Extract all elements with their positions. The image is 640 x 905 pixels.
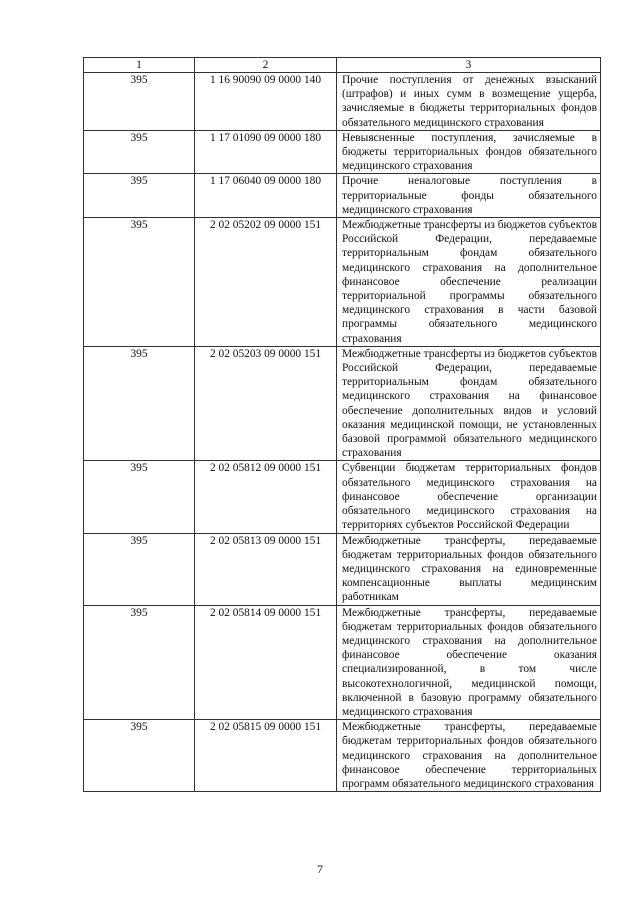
kbk-code-cell: 2 02 05815 09 0000 151 <box>195 720 337 792</box>
admin-code-cell: 395 <box>84 218 195 347</box>
admin-code-cell: 395 <box>84 533 195 605</box>
table-body <box>84 58 601 792</box>
kbk-code-cell: 2 02 05813 09 0000 151 <box>195 533 337 605</box>
description-cell: Прочие поступления от денежных взысканий (штрафов) и иных сумм в возмещение ущерба, зачисляемые в бюджеты территориальных фондов обязательного медицинского страхования <box>337 73 601 131</box>
table-row <box>84 346 601 461</box>
kbk-code-cell: 2 02 05203 09 0000 151 <box>195 346 337 461</box>
kbk-code-cell: 2 02 05202 09 0000 151 <box>195 218 337 347</box>
table-row <box>84 218 601 347</box>
table-row <box>84 174 601 218</box>
table-row <box>84 73 601 131</box>
revenue-codes-table <box>83 57 601 792</box>
description-cell: Межбюджетные трансферты, передаваемые бюджетам территориальных фондов обязательного медицинского страхования на единовременные компенсационные выплаты медицинским работникам <box>337 533 601 605</box>
admin-code-cell: 395 <box>84 720 195 792</box>
table-row <box>84 605 601 720</box>
admin-code-cell: 395 <box>84 130 195 174</box>
description-cell: Прочие неналоговые поступления в территориальные фонды обязательного медицинского страхования <box>337 174 601 218</box>
kbk-code-cell: 2 02 05814 09 0000 151 <box>195 605 337 720</box>
table-row <box>84 533 601 605</box>
page-number: 7 <box>317 862 323 876</box>
description-cell: Межбюджетные трансферты, передаваемые бюджетам территориальных фондов обязательного медицинского страхования на дополнительное финансовое обеспечение оказания специализированной, в том числе высокотехнологичной, медицинской помощи, включенной в базовую программу обязательного медицинского страхования <box>337 605 601 720</box>
column-header-2: 2 <box>195 58 337 73</box>
kbk-code-cell: 1 17 01090 09 0000 180 <box>195 130 337 174</box>
admin-code-cell: 395 <box>84 346 195 461</box>
admin-code-cell: 395 <box>84 73 195 131</box>
table-row <box>84 130 601 174</box>
kbk-code-cell: 1 17 06040 09 0000 180 <box>195 174 337 218</box>
description-cell: Невыясненные поступления, зачисляемые в бюджеты территориальных фондов обязательного медицинского страхования <box>337 130 601 174</box>
description-cell: Межбюджетные трансферты из бюджетов субъектов Российской Федерации, передаваемые территориальным фондам обязательного медицинского страхования на дополнительное финансовое обеспечение реализации территориальной программы обязательного медицинского страхования в части базовой программы обязательного медицинского страхования <box>337 218 601 347</box>
admin-code-cell: 395 <box>84 461 195 533</box>
description-cell: Межбюджетные трансферты, передаваемые бюджетам территориальных фондов обязательного медицинского страхования на дополнительное финансовое обеспечение территориальных программ обязательного медицинского страхования <box>337 720 601 792</box>
kbk-code-cell: 1 16 90090 09 0000 140 <box>195 73 337 131</box>
table-row <box>84 720 601 792</box>
kbk-code-cell: 2 02 05812 09 0000 151 <box>195 461 337 533</box>
column-header-1: 1 <box>84 58 195 73</box>
table-header-row <box>84 58 601 73</box>
description-cell: Межбюджетные трансферты из бюджетов субъектов Российской Федерации, передаваемые территориальным фондам обязательного медицинского страхования на финансовое обеспечение дополнительных видов и условий оказания медицинской помощи, не установленных базовой программой обязательного медицинского страхования <box>337 346 601 461</box>
table-row <box>84 461 601 533</box>
column-header-3: 3 <box>337 58 601 73</box>
admin-code-cell: 395 <box>84 605 195 720</box>
description-cell: Субвенции бюджетам территориальных фондов обязательного медицинского страхования на финансовое обеспечение организации обязательного медицинского страхования на территориях субъектов Российской Федерации <box>337 461 601 533</box>
admin-code-cell: 395 <box>84 174 195 218</box>
